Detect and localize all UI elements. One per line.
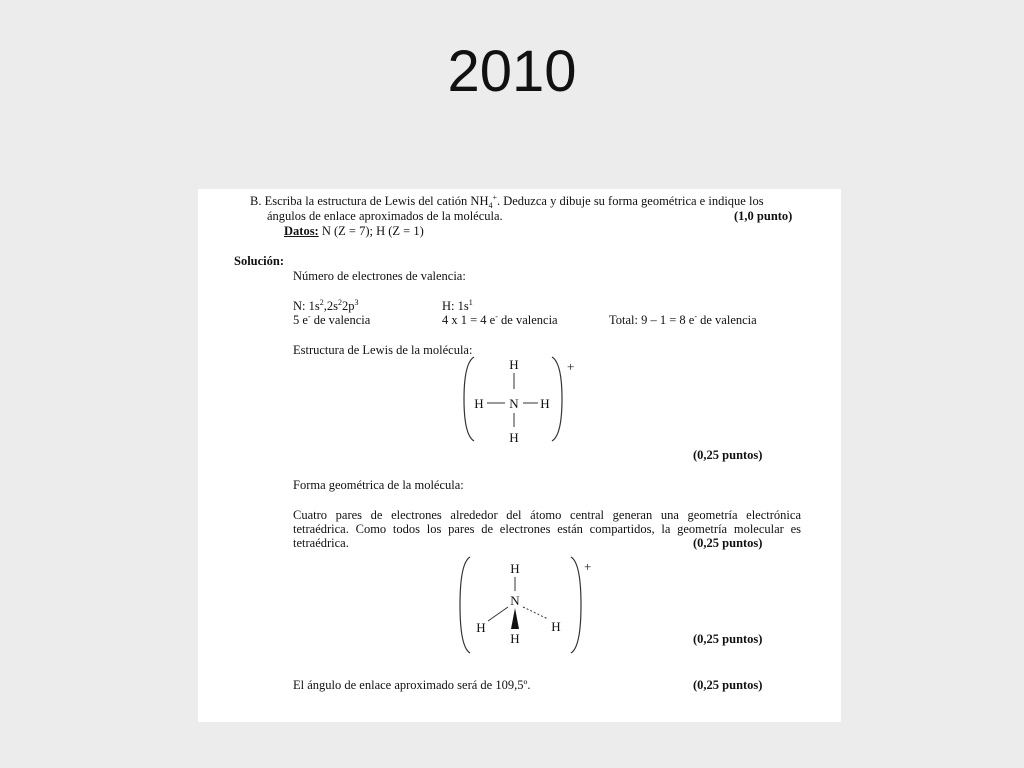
total-valence: Total: 9 – 1 = 8 e- de valencia <box>609 312 757 327</box>
atom-h-right: H <box>540 396 550 411</box>
atom-h-right: H <box>551 619 561 634</box>
lewis-heading: Estructura de Lewis de la molécula: <box>293 343 473 357</box>
datos-line: Datos: N (Z = 7); H (Z = 1) <box>284 224 424 238</box>
right-bracket <box>552 357 562 441</box>
left-bracket <box>464 357 474 441</box>
atom-h-bottom: H <box>509 430 519 445</box>
atom-n: N <box>510 593 520 608</box>
atom-h-left: H <box>474 396 484 411</box>
solution-heading: Solución: <box>234 254 285 268</box>
lewis-structure-diagram <box>460 353 590 449</box>
n-config: N: $1s^2,2s^22p^3$ <box>293 298 359 313</box>
charge-label: + <box>584 559 592 574</box>
question-label: B. <box>250 194 262 208</box>
atom-h-top: H <box>509 357 519 372</box>
geometry-points-1: (0,25 puntos) <box>693 536 763 550</box>
left-bracket <box>460 557 470 653</box>
bond-bottom-wedge <box>511 608 519 629</box>
bond-right-dashed <box>523 607 548 619</box>
valence-heading: Número de electrones de valencia: <box>293 269 466 283</box>
right-bracket <box>571 557 581 653</box>
geometry-para-line-1: Cuatro pares de electrones alrededor del átomo central generan una geometría electrónica <box>293 508 801 522</box>
tetrahedral-diagram <box>458 553 598 657</box>
question-line-2: ángulos de enlace aproximados de la molécula. <box>267 209 503 223</box>
n-valence: 5 e- de valencia <box>293 312 371 327</box>
lewis-points: (0,25 puntos) <box>693 448 763 462</box>
geometry-points-2: (0,25 puntos) <box>693 632 763 646</box>
angle-points: (0,25 puntos) <box>693 678 763 692</box>
slide-title: 2010 <box>447 39 577 104</box>
charge-label: + <box>567 359 575 374</box>
h-valence: 4 x 1 = 4 e- de valencia <box>442 312 558 327</box>
h-config: H: $1s^1$ <box>442 298 473 313</box>
document-page <box>198 189 841 722</box>
geometry-para-line-2: tetraédrica. Como todos los pares de electrones están compartidos, la geometría molecular es <box>293 522 801 536</box>
atom-n: N <box>509 396 519 411</box>
atom-h-top: H <box>510 561 520 576</box>
atom-h-left: H <box>476 620 486 635</box>
angle-text: El ángulo de enlace aproximado será de 109,5º. <box>293 678 531 692</box>
bond-left <box>488 607 508 621</box>
geometry-heading: Forma geométrica de la molécula: <box>293 478 464 492</box>
question-line-1: B. Escriba la estructura de Lewis del catión $NH_4^+$. Deduzca y dibuje su forma geométrica e indique los <box>250 193 764 210</box>
question-points: (1,0 punto) <box>734 209 793 223</box>
geometry-para-line-3: tetraédrica. <box>293 536 349 550</box>
atom-h-bottom: H <box>510 631 520 646</box>
